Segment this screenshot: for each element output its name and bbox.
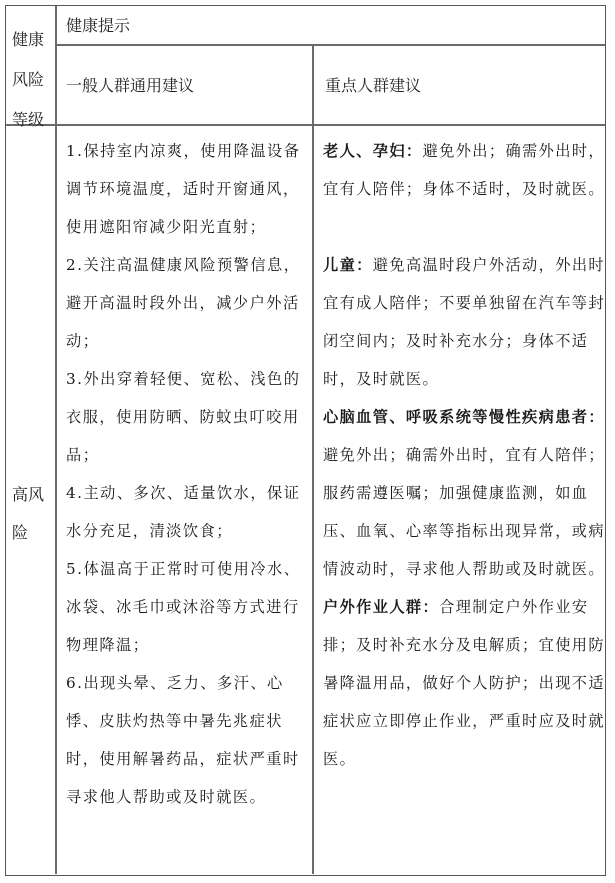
- spacer: [323, 208, 605, 246]
- group-label: 户外作业人群：: [323, 598, 440, 616]
- key-group-children: [323, 246, 605, 398]
- group-advice-text: 避免外出；确需外出时，宜有人陪伴；身体不适时，及时就医。: [323, 142, 605, 198]
- health-risk-table: [5, 5, 606, 876]
- key-group-outdoor-workers: [323, 588, 605, 778]
- key-group-elderly-pregnant: [323, 132, 605, 208]
- group-label: 心脑血管、呼吸系统等慢性疾病患者：: [323, 408, 605, 426]
- risk-level-line: 险: [12, 523, 29, 542]
- general-advice-item: 2.关注高温健康风险预警信息，避开高温时段外出，减少户外活动；: [66, 256, 301, 350]
- general-advice-cell: [60, 132, 315, 816]
- group-label: 儿童：: [323, 256, 373, 274]
- risk-level-line: 高风: [12, 485, 45, 504]
- header-general-advice: 一般人群通用建议: [66, 76, 195, 95]
- group-advice-text: 避免高温时段户外活动，外出时宜有成人陪伴；不要单独留在汽车等封闭空间内；及时补充水分；身体不适时，及时就医。: [323, 256, 605, 388]
- general-advice-item: 5.体温高于正常时可使用冷水、冰袋、冰毛巾或沐浴等方式进行物理降温；: [66, 560, 301, 654]
- key-group-chronic-patients: [323, 398, 605, 588]
- header-risk-level-line: 等级: [12, 110, 45, 129]
- general-advice-item: 3.外出穿着轻便、宽松、浅色的衣服，使用防晒、防蚊虫叮咬用品；: [66, 370, 301, 464]
- general-advice-item: 6.出现头晕、乏力、多汗、心悸、皮肤灼热等中暑先兆症状时，使用解暑药品，症状严重时寻求他人帮助或及时就医。: [66, 674, 300, 806]
- header-risk-level-line: 健康: [12, 30, 45, 49]
- risk-level-cell: [6, 126, 56, 876]
- general-advice-item: 1.保持室内凉爽，使用降温设备调节环境温度，适时开窗通风，使用遮阳帘减少阳光直射；: [66, 142, 301, 236]
- header-risk-level-line: 风险: [12, 70, 45, 89]
- divider: [6, 124, 605, 126]
- header-risk-level: [6, 6, 56, 129]
- header-health-tips: 健康提示: [66, 16, 131, 35]
- group-label: 老人、孕妇：: [323, 142, 423, 160]
- header-key-group-advice: 重点人群建议: [325, 76, 422, 95]
- group-advice-text: 避免外出；确需外出时，宜有人陪伴；服药需遵医嘱；加强健康监测，如血压、血氧、心率等指标出现异常，或病情波动时，寻求他人帮助或及时就医。: [323, 446, 605, 578]
- group-advice-text: 合理制定户外作业安排；及时补充水分及电解质；宜使用防暑降温用品，做好个人防护；出现不适症状应立即停止作业，严重时应及时就医。: [323, 598, 605, 768]
- key-group-advice-cell: [317, 132, 609, 778]
- general-advice-item: 4.主动、多次、适量饮水，保证水分充足，清淡饮食；: [66, 484, 301, 540]
